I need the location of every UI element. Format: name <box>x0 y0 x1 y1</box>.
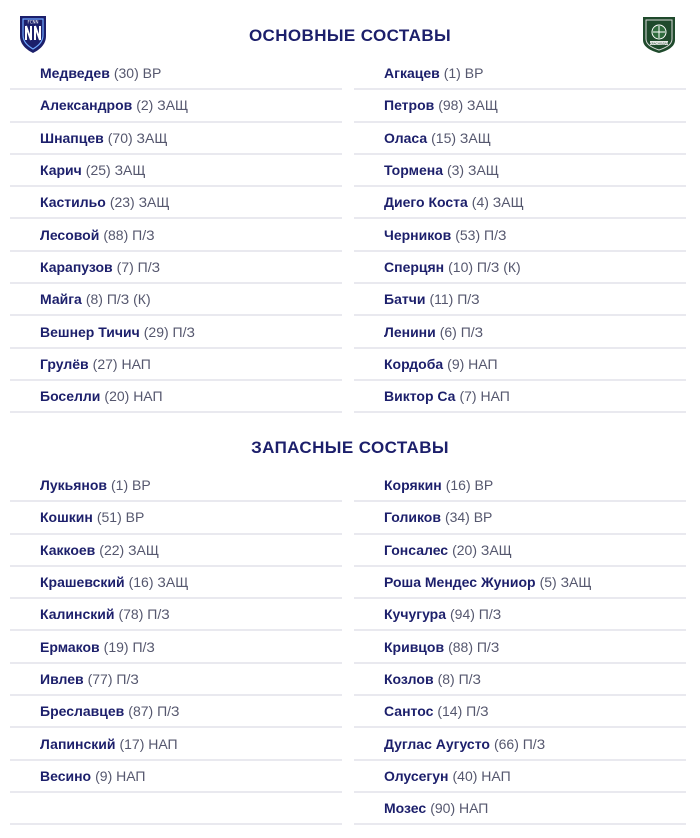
player-name: Лесовой <box>40 226 100 243</box>
player-number-position: (10) П/З (К) <box>448 258 521 275</box>
player-row <box>354 252 686 284</box>
player-name: Калинский <box>40 606 115 623</box>
player-row <box>10 349 342 381</box>
player-name: Кучугура <box>384 606 447 623</box>
player-name: Александров <box>40 97 133 114</box>
player-number-position: (20) НАП <box>104 388 163 405</box>
player-row <box>354 502 686 534</box>
player-number-position: (87) П/З <box>128 703 180 720</box>
svg-text:FCNN: FCNN <box>27 19 39 25</box>
player-row <box>354 631 686 663</box>
player-number-position: (2) ЗАЩ <box>136 97 189 114</box>
player-row <box>10 90 342 122</box>
player-name: Кордоба <box>384 355 444 372</box>
player-row <box>354 664 686 696</box>
player-number-position: (23) ЗАЩ <box>109 194 170 211</box>
player-name: Козлов <box>384 670 434 687</box>
player-name: Каккоев <box>40 541 96 558</box>
player-row <box>10 58 342 90</box>
player-number-position: (34) ВР <box>444 509 493 526</box>
player-row <box>10 793 342 825</box>
player-name: Вешнер Тичич <box>40 323 140 340</box>
player-row <box>10 284 342 316</box>
player-number-position: (15) ЗАЩ <box>431 129 491 146</box>
player-name: Кошкин <box>40 509 93 526</box>
player-name: Сперцян <box>384 258 445 275</box>
player-number-position: (66) П/З <box>493 735 546 752</box>
player-row <box>10 316 342 348</box>
player-number-position: (29) П/З <box>143 323 195 340</box>
subs-lineup-away <box>354 470 686 825</box>
player-row <box>10 502 342 534</box>
player-name: Кривцов <box>384 638 445 655</box>
player-row <box>354 599 686 631</box>
player-number-position: (20) ЗАЩ <box>452 541 512 558</box>
player-row <box>354 567 686 599</box>
player-name: Петров <box>384 97 435 114</box>
player-name: Диего Коста <box>384 194 468 211</box>
player-number-position: (17) НАП <box>119 735 178 752</box>
main-lineup-away <box>354 58 686 413</box>
player-row <box>10 187 342 219</box>
player-row <box>354 793 686 825</box>
player-name: Грулёв <box>40 355 89 372</box>
player-number-position: (88) П/З <box>448 638 500 655</box>
player-row <box>354 349 686 381</box>
player-name: Гонсалес <box>384 541 449 558</box>
player-row <box>354 187 686 219</box>
player-name: Весино <box>40 767 92 784</box>
player-number-position: (30) ВР <box>113 65 162 82</box>
player-number-position: (8) П/З <box>437 670 481 687</box>
player-row <box>354 761 686 793</box>
player-number-position: (25) ЗАЩ <box>85 162 146 179</box>
player-number-position: (27) НАП <box>92 355 151 372</box>
player-name: Роша Мендес Жуниор <box>384 574 536 591</box>
player-number-position: (7) П/З <box>116 258 161 275</box>
player-row <box>10 728 342 760</box>
player-name: Оласа <box>384 129 428 146</box>
player-row <box>10 535 342 567</box>
player-number-position: (8) П/З (К) <box>85 291 151 308</box>
player-row <box>354 316 686 348</box>
player-number-position: (1) ВР <box>443 65 484 82</box>
player-number-position: (9) НАП <box>447 355 498 372</box>
substitutes-heading: ЗАПАСНЫЕ СОСТАВЫ <box>251 438 449 457</box>
player-row <box>10 123 342 155</box>
player-row <box>354 696 686 728</box>
player-name: Ермаков <box>40 638 100 655</box>
player-name: Карич <box>40 162 82 179</box>
player-name: Мозес <box>384 800 427 817</box>
svg-text:КРАСНОДАР: КРАСНОДАР <box>649 41 669 46</box>
player-row <box>10 219 342 251</box>
player-row <box>10 155 342 187</box>
player-number-position: (16) ЗАЩ <box>128 574 189 591</box>
player-number-position: (19) П/З <box>103 638 155 655</box>
player-number-position: (94) П/З <box>450 606 502 623</box>
player-number-position: (98) ЗАЩ <box>438 97 498 114</box>
player-row <box>10 381 342 413</box>
player-row <box>354 90 686 122</box>
player-number-position: (22) ЗАЩ <box>99 541 159 558</box>
player-number-position: (7) НАП <box>459 388 510 405</box>
player-row <box>10 567 342 599</box>
player-name: Майга <box>40 291 82 308</box>
player-row <box>10 631 342 663</box>
player-row <box>10 470 342 502</box>
player-number-position: (9) НАП <box>95 767 146 784</box>
player-name: Дуглас Аугусто <box>384 735 490 752</box>
player-name: Тормена <box>384 162 443 179</box>
main-lineups-heading: ОСНОВНЫЕ СОСТАВЫ <box>248 26 452 45</box>
player-number-position: (6) П/З <box>439 323 484 340</box>
main-lineup-home <box>10 58 342 413</box>
player-number-position: (77) П/З <box>87 670 139 687</box>
player-name: Батчи <box>384 291 426 308</box>
player-name: Лукьянов <box>40 477 108 494</box>
player-row <box>354 381 686 413</box>
player-name: Голиков <box>384 509 441 526</box>
player-number-position: (3) ЗАЩ <box>446 162 499 179</box>
player-number-position: (53) П/З <box>455 226 507 243</box>
player-row <box>10 696 342 728</box>
player-number-position: (4) ЗАЩ <box>471 194 524 211</box>
player-number-position: (51) ВР <box>96 509 145 526</box>
player-number-position: (88) П/З <box>103 226 155 243</box>
player-name: Корякин <box>384 477 442 494</box>
player-name: Агкацев <box>384 65 440 82</box>
player-name: Ленини <box>384 323 436 340</box>
player-name: Черников <box>384 226 452 243</box>
player-row <box>354 58 686 90</box>
subs-lineup-home <box>10 470 342 825</box>
player-name: Крашевский <box>40 574 125 591</box>
player-number-position: (70) ЗАЩ <box>107 129 168 146</box>
player-number-position: (40) НАП <box>452 767 511 784</box>
player-number-position: (11) П/З <box>429 291 480 308</box>
player-name: Ивлев <box>40 670 84 687</box>
player-name: Бреславцев <box>40 703 125 720</box>
player-name: Шнапцев <box>40 129 104 146</box>
player-name: Карапузов <box>40 258 113 275</box>
player-row <box>354 123 686 155</box>
player-number-position: (5) ЗАЩ <box>539 574 592 591</box>
player-row <box>10 599 342 631</box>
player-row <box>10 252 342 284</box>
player-row <box>354 155 686 187</box>
player-number-position: (14) П/З <box>437 703 489 720</box>
player-name: Кастильо <box>40 194 106 211</box>
player-name: Медведев <box>40 65 110 82</box>
player-row <box>10 664 342 696</box>
player-number-position: (16) ВР <box>445 477 494 494</box>
player-number-position: (78) П/З <box>118 606 170 623</box>
player-name: Олусегун <box>384 767 449 784</box>
player-row <box>354 219 686 251</box>
player-row <box>354 728 686 760</box>
player-row <box>354 535 686 567</box>
player-name: Лапинский <box>40 735 116 752</box>
player-row <box>10 761 342 793</box>
player-row <box>354 470 686 502</box>
player-name: Боселли <box>40 388 101 405</box>
player-name: Сантос <box>384 703 434 720</box>
player-number-position: (90) НАП <box>430 800 489 817</box>
player-number-position: (1) ВР <box>111 477 151 494</box>
player-name: Виктор Са <box>384 388 456 405</box>
player-row <box>354 284 686 316</box>
